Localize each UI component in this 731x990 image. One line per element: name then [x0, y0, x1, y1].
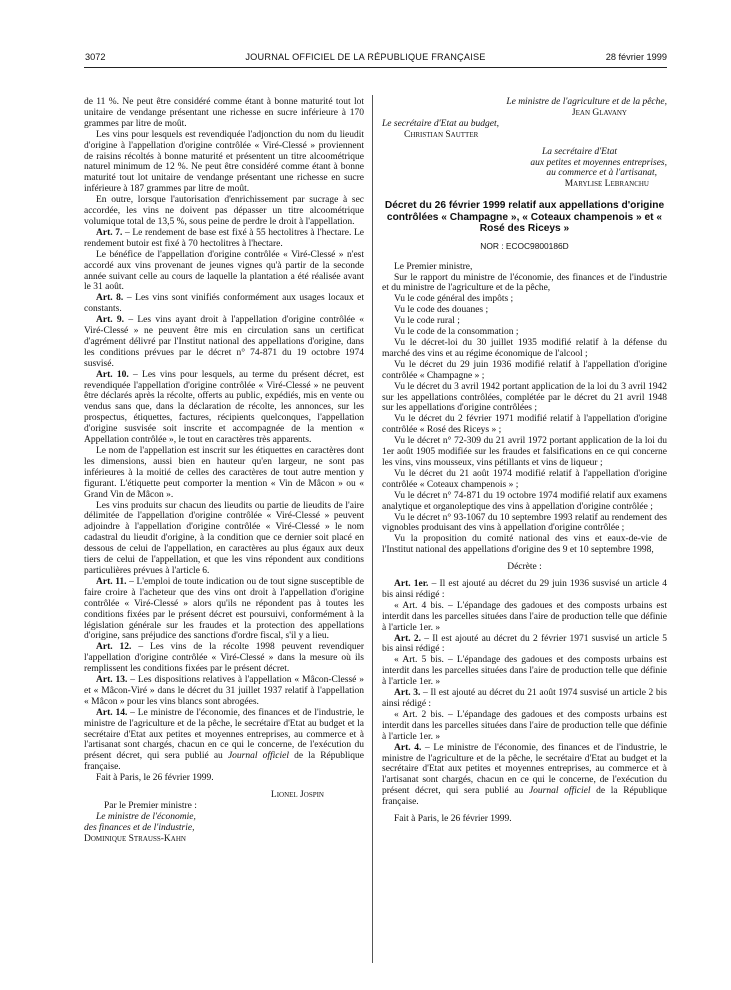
by-prime-minister: Par le Premier ministre : [104, 801, 197, 811]
done-at: Fait à Paris, le 26 février 1999. [394, 814, 512, 825]
paragraph: Les vins produits sur chacun des lieudits ou partie de lieudits de l'aire délimitée de l'appellation d'origine contrôlée « Viré-Clessé » peuvent adjoindre à l'appellation d'origine contrôlée « Viré-Clessé » le nom cadastral du lieudit d'origine, à la condition que ce dernier soit placé en dessous de celui de l'appellation, en caractères au plus égaux aux deux tiers de celui de l'appellation, et que les vins répondent aux conditions particulières prévues à l'article 6. [84, 500, 364, 576]
paragraph: En outre, lorsque l'autorisation d'enrichissement par sucrage à sec accordée, les vins ne doivent pas dépasser un titre alcoométrique volumique total de 13,5 %, sous peine de perdre le droit à l'appellation. [84, 195, 364, 227]
visa: Vu le code de la consommation ; [394, 327, 519, 338]
article-label: Art. 11. [96, 576, 127, 587]
visa: Vu le décret du 3 avril 1942 portant application de la loi du 3 avril 1942 sur les appellations contrôlées, complétée par le décret du 21 avril 1948 sur les appellations d'origine contrôlées ; [382, 381, 668, 414]
nor-reference: NOR : ECOC9800186D [480, 240, 569, 251]
decree-title: Décret du 26 février 1999 relatif aux appellations d'origine contrôlées « Champagne », « Coteaux champenois » et « Rosé des Riceys » [384, 200, 665, 235]
minister-title: Le ministre de l'agriculture et de la pêche, [506, 97, 667, 107]
issue-date: 28 février 1999 [605, 52, 667, 62]
visa: Vu le décret-loi du 30 juillet 1935 modifié relatif à la défense du marché des vins et au régime économique de l'alcool ; [382, 338, 667, 359]
article-text: – Il est ajouté au décret du 2 février 1971 susvisé un article 5 bis ainsi rédigé : [382, 633, 667, 655]
page-number: 3072 [85, 52, 106, 62]
article-label: Art. 10. [96, 369, 129, 380]
paragraph: Le bénéfice de l'appellation d'origine contrôlée « Viré-Clessé » n'est accordé aux vins provenant de jeunes vignes qu'à partir de la seconde année suivant celle au cours de laquelle la plantation a été réalisée avant le 31 août. [84, 249, 364, 293]
paragraph: Sur le rapport du ministre de l'économie, des finances et de l'industrie et du ministre de l'agriculture et de la pêche, [382, 272, 667, 294]
visa: Vu le décret du 2 février 1971 modifié relatif à l'appellation d'origine contrôlée « Rosé des Riceys » ; [382, 414, 667, 436]
decrete-heading: Décrète : [507, 562, 542, 573]
paragraph: de 11 %. Ne peut être considéré comme étant à bonne maturité tout lot unitaire de vendange présentant une richesse en sucre inférieure à 170 grammes par litre de moût. [84, 97, 364, 129]
article-label: Art. 14. [96, 707, 128, 718]
visa: Vu la proposition du comité national des vins et eaux-de-vie de l'Institut national des appellations d'origine des 9 et 10 septembre 1998, [382, 534, 667, 556]
article-text: – Le ministre de l'économie, des finances et de l'industrie, le ministre de l'agriculture et de la pêche, le secrétaire d'Etat au budget et la secrétaire d'Etat aux petites et moyennes entreprises, au commerce et à l'artisanat sont chargés, chacun en ce qui le concerne, de l'exécution du présent décret, qui sera publié au [382, 742, 667, 797]
secretary-title: aux petites et moyennes entreprises, [530, 157, 667, 168]
left-column [84, 97, 364, 845]
article-14 [84, 708, 364, 773]
done-at: Fait à Paris, le 26 février 1999. [96, 773, 214, 784]
article-12 [84, 642, 364, 675]
secretary-title: Le secrétaire d'Etat au budget, [382, 118, 499, 129]
article-label: Art. 9. [96, 315, 125, 326]
visa: Vu le code général des impôts ; [394, 294, 514, 305]
article-text: – Le ministre de l'économie, des finances et de l'industrie, le ministre de l'agriculture et de la pêche, le secrétaire d'Etat au budget et la secrétaire d'Etat aux petites et moyennes entreprises, au commerce et à l'artisanat sont chargés, chacun en ce qui le concerne, de l'exécution du présent décret, qui sera publié au [84, 707, 364, 762]
article-text: – Les vins de la récolte 1998 peuvent revendiquer l'appellation d'origine contrôlée « Viré-Clessé » dans la mesure où ils remplissent les conditions fixées par le présent décret. [84, 642, 364, 675]
article-2 [382, 634, 667, 656]
signature-secretary-sme: Marylise Lebranchu [564, 179, 649, 190]
article-text: – Les vins ayant droit à l'appellation d'origine contrôlée « Viré-Clessé » ne peuvent être mis en circulation sans un certificat d'agrément délivré par l'Institut national des appellations d'origine, dans les conditions prévues par le décret n° 74-871 du 19 octobre 1974 susvisé. [84, 315, 364, 369]
minister-title: des finances et de l'industrie, [84, 822, 195, 833]
article-quote: « Art. 4 bis. – L'épandage des gadoues et des composts urbains est interdit dans les parcelles situées dans l'aire de production telle que définie à l'article 1er. » [382, 600, 667, 633]
paragraph: Les vins pour lesquels est revendiquée l'adjonction du nom du lieudit d'origine à l'appellation d'origine contrôlée « Viré-Clessé » proviennent de raisins récoltés à bonne maturité et présentent un titre alcoométrique naturel minimum de 12 %. Ne peut être considéré comme étant à bonne maturité tout lot unitaire de vendange présentant une richesse en sucre inférieure à 187 grammes par litre de moût. [84, 129, 364, 195]
article-3 [382, 688, 667, 710]
article-label: Art. 13. [96, 675, 128, 686]
article-4 [382, 743, 667, 808]
article-text: – L'emploi de toute indication ou de tout signe susceptible de faire croire à l'acheteur que des vins ont droit à l'appellation d'origine contrôlée « Viré-Clessé » alors qu'ils ne répondent pas à toutes les conditions fixées par le présent décret est poursuivi, conformément à la législation générale sur les fraudes et la protection des appellations d'origine, sans préjudice des sanctions d'ordre fiscal, s'il y a lieu. [84, 576, 364, 642]
article-label: Art. 8. [96, 293, 124, 304]
visa: Vu le code rural ; [394, 316, 460, 327]
article-text: – Les vins pour lesquels, au terme du présent décret, est revendiquée l'appellation d'origine contrôlée « Viré-Clessé » ne peuvent être déclarés après la récolte, offerts au public, expédiés, mis en vente ou vendus sans que, dans la déclaration de récolte, les annonces, sur les prospectus, étiquettes, factures, récipients quelconques, l'appellation d'origine susvisée soit inscrite et accompagnée de la mention « Appellation contrôlée », le tout en caractères très apparents. [84, 369, 364, 446]
article-13 [84, 675, 364, 708]
signature-minister-agriculture: Jean Glavany [571, 107, 627, 118]
paragraph: Le nom de l'appellation est inscrit sur les étiquettes en caractères dont les dimensions, aussi bien en hauteur qu'en largeur, ne sont pas inférieures à la moitié de celles des caractères de tout autre mention y figurant. L'étiquette peut comporter la mention « Vin de Mâcon » ou « Grand Vin de Mâcon ». [84, 446, 364, 500]
article-label: Art. 12. [96, 642, 132, 653]
visa: Vu le code des douanes ; [394, 305, 489, 316]
article-label: Art. 3. [394, 688, 421, 699]
article-text: – Il est ajouté au décret du 21 août 1974 susvisé un article 2 bis ainsi rédigé : [382, 688, 667, 709]
column-divider [372, 95, 373, 963]
signature-secretary-budget: Christian Sautter [404, 129, 479, 140]
visa: Vu le décret du 21 août 1974 modifié relatif à l'appellation d'origine contrôlée « Coteaux champenois » ; [382, 468, 667, 490]
article-10 [84, 370, 364, 446]
article-8 [84, 293, 364, 315]
signature-minister-economy: Dominique Strauss-Kahn [84, 833, 186, 844]
article-quote: « Art. 2 bis. – L'épandage des gadoues et des composts urbains est interdit dans les parcelles situées dans l'aire de production telle que définie à l'article 1er. » [382, 709, 667, 742]
visa: Vu le décret du 29 juin 1936 modifié relatif à l'appellation d'origine contrôlée « Champagne » ; [382, 359, 667, 381]
paragraph: Le Premier ministre, [394, 261, 473, 272]
article-text: – Les vins sont vinifiés conformément aux usages locaux et constants. [84, 293, 364, 315]
secretary-title: au commerce et à l'artisanat, [546, 168, 657, 179]
secretary-title: La secrétaire d'Etat [541, 146, 617, 157]
article-text: – Il est ajouté au décret du 29 juin 1936 susvisé un article 4 bis ainsi rédigé : [382, 579, 667, 600]
article-7 [84, 228, 364, 250]
article-1 [382, 579, 667, 601]
article-11 [84, 577, 364, 642]
article-text: – Le rendement de base est fixé à 55 hectolitres à l'hectare. Le rendement butoir est fixé à 70 hectolitres à l'hectare. [84, 227, 364, 249]
journal-officiel-mention: Journal officiel [528, 786, 591, 797]
signature-prime-minister: Lionel Jospin [270, 790, 324, 801]
article-quote: « Art. 5 bis. – L'épandage des gadoues et des composts urbains est interdit dans les parcelles situées dans l'aire de production telle que définie à l'article 1er. » [382, 655, 667, 688]
article-label: Art. 7. [96, 227, 123, 238]
article-text: – Les dispositions relatives à l'appellation « Mâcon-Clessé » et « Mâcon-Viré » dans le décret du 31 juillet 1937 relatif à l'appellation « Mâcon » pour les vins blancs sont abrogées. [84, 675, 364, 707]
article-9 [84, 315, 364, 370]
article-label: Art. 4. [394, 742, 422, 753]
visa: Vu le décret n° 93-1067 du 10 septembre 1993 relatif au rendement des vignobles produisant des vins à appellation d'origine contrôlée ; [382, 512, 667, 534]
article-text: de la République française. [382, 786, 668, 808]
right-column [382, 97, 667, 825]
article-label: Art. 2. [394, 633, 421, 644]
article-text: de la République française. [84, 751, 365, 773]
journal-officiel-mention: Journal officiel [227, 751, 289, 762]
journal-title: JOURNAL OFFICIEL DE LA RÉPUBLIQUE FRANÇAISE [245, 52, 486, 62]
header-rule [84, 67, 667, 68]
visa: Vu le décret n° 74-871 du 19 octobre 1974 modifié relatif aux examens analytique et organoleptique des vins à appellation d'origine contrôlée ; [382, 490, 667, 512]
minister-title: Le ministre de l'économie, [96, 811, 196, 822]
article-label: Art. 1er. [394, 579, 429, 590]
page-header [0, 52, 731, 66]
visa: Vu le décret n° 72-309 du 21 avril 1972 portant application de la loi du 1er août 1905 modifiée sur les fraudes et falsifications en ce qui concerne les vins, vins mousseux, vins pétillants et vins de liqueur ; [382, 436, 667, 468]
